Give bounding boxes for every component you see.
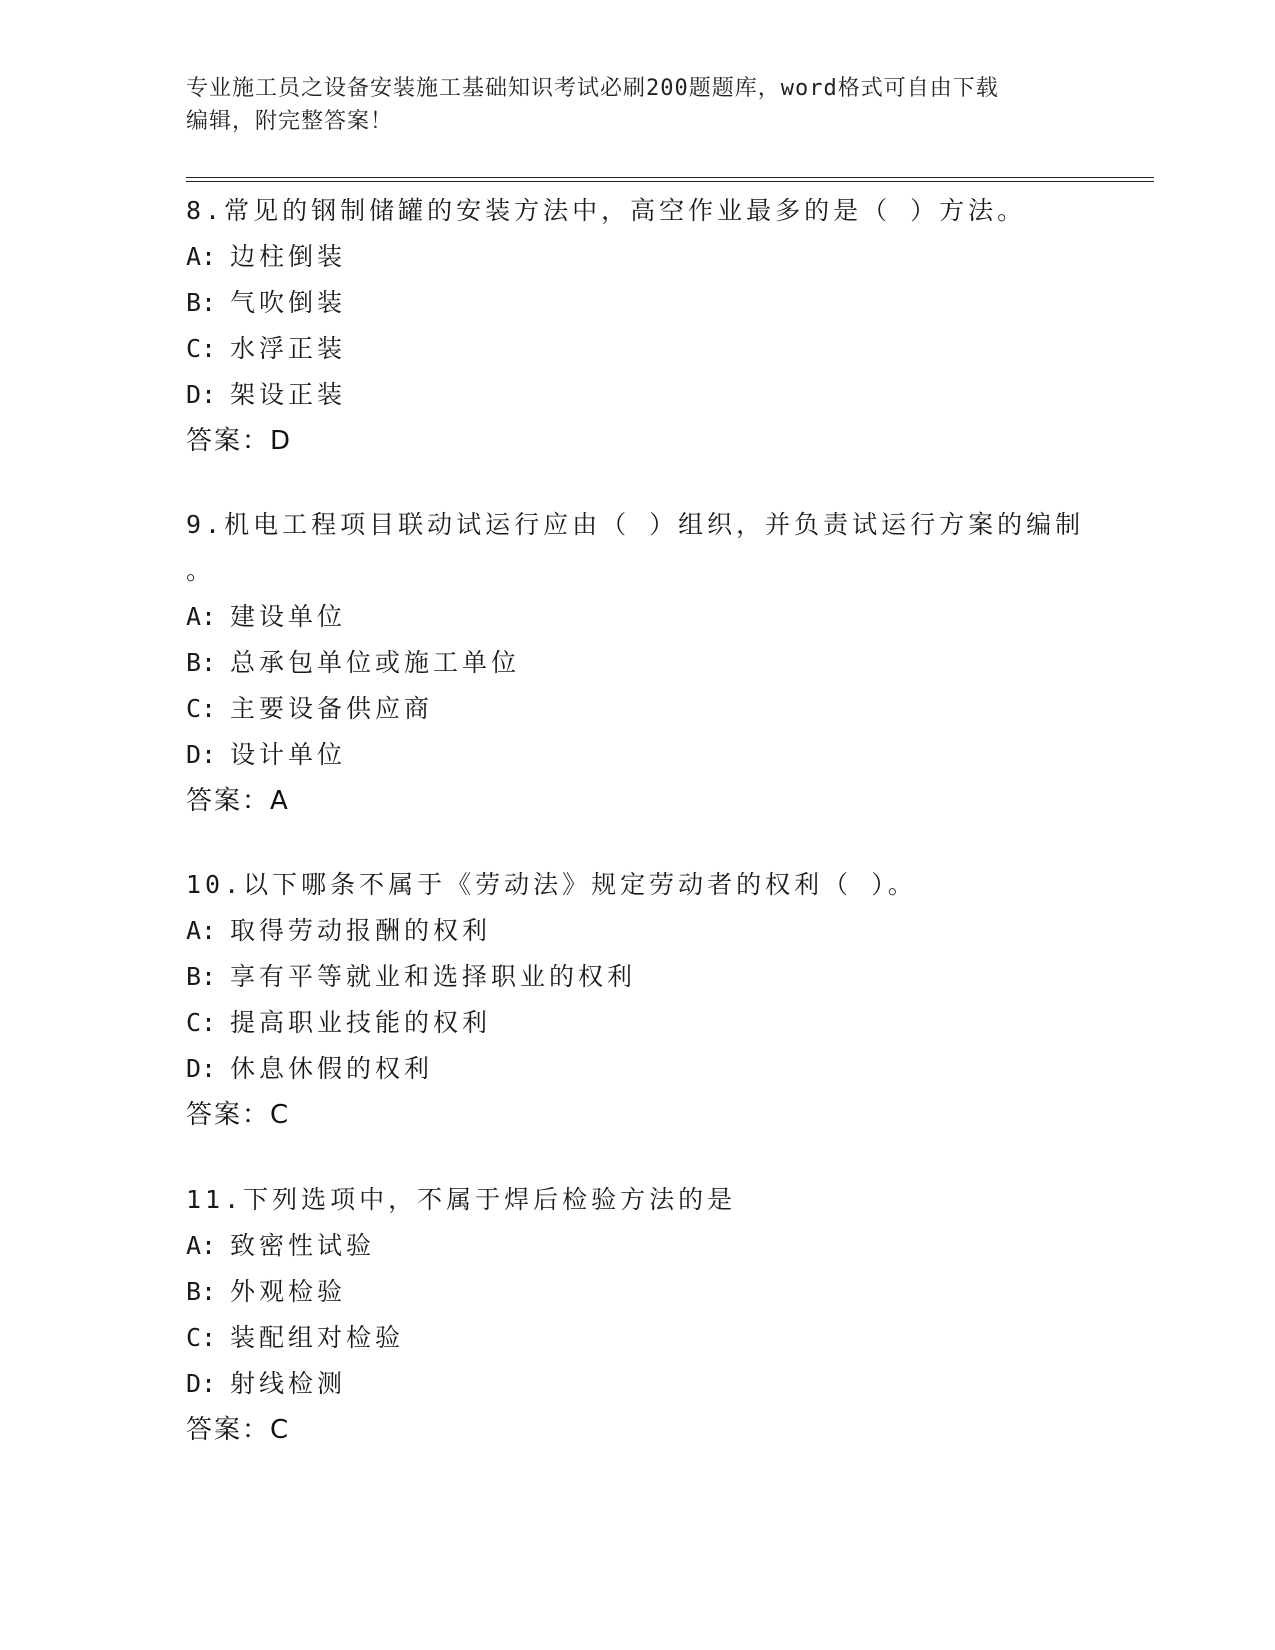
option-a	[186, 908, 1154, 954]
option-text: 总承包单位或施工单位	[230, 648, 521, 677]
question-10	[186, 862, 1154, 1138]
option-b	[186, 640, 1154, 686]
option-text: 休息休假的权利	[230, 1054, 434, 1083]
option-text: 装配组对检验	[230, 1323, 405, 1352]
option-a	[186, 1223, 1154, 1269]
option-key: A:	[186, 1231, 217, 1260]
option-text: 致密性试验	[230, 1231, 376, 1260]
option-text: 气吹倒装	[230, 288, 347, 317]
option-text: 设计单位	[230, 740, 347, 769]
option-text: 建设单位	[230, 602, 347, 631]
question-stem: 10.以下哪条不属于《劳动法》规定劳动者的权利（ ）。	[186, 870, 917, 899]
question-8	[186, 188, 1154, 464]
option-key: B:	[186, 962, 217, 991]
option-text: 主要设备供应商	[230, 694, 434, 723]
option-c	[186, 326, 1154, 372]
option-text: 水浮正装	[230, 334, 347, 363]
option-c	[186, 1000, 1154, 1046]
answer-line: 答案：A	[186, 786, 290, 816]
option-key: D:	[186, 380, 217, 409]
option-d	[186, 1046, 1154, 1092]
question-stem: 8.常见的钢制储罐的安装方法中，高空作业最多的是（ ）方法。	[186, 196, 1027, 225]
option-d	[186, 1361, 1154, 1407]
question-stem: 11.下列选项中，不属于焊后检验方法的是	[186, 1185, 737, 1214]
option-key: C:	[186, 334, 217, 363]
document-page	[186, 0, 1154, 1650]
option-text: 架设正装	[230, 380, 347, 409]
option-c	[186, 1315, 1154, 1361]
option-text: 外观检验	[230, 1277, 347, 1306]
option-key: A:	[186, 602, 217, 631]
answer-line: 答案：D	[186, 426, 293, 456]
option-key: B:	[186, 648, 217, 677]
option-key: D:	[186, 1369, 217, 1398]
header-title-line-1: 专业施工员之设备安装施工基础知识考试必刷200题题库，word格式可自由下载	[186, 76, 999, 101]
question-stem-continuation: 。	[186, 556, 216, 585]
question-9	[186, 502, 1154, 824]
header-double-rule	[186, 177, 1154, 182]
option-text: 边柱倒装	[230, 242, 347, 271]
option-b	[186, 1269, 1154, 1315]
option-key: C:	[186, 694, 217, 723]
question-stem: 9.机电工程项目联动试运行应由（ ）组织，并负责试运行方案的编制	[186, 510, 1085, 539]
option-text: 取得劳动报酬的权利	[230, 916, 492, 945]
option-text: 提高职业技能的权利	[230, 1008, 492, 1037]
option-d	[186, 732, 1154, 778]
answer-line: 答案：C	[186, 1415, 291, 1445]
option-key: B:	[186, 288, 217, 317]
option-key: D:	[186, 740, 217, 769]
answer-line: 答案：C	[186, 1100, 291, 1130]
option-key: A:	[186, 916, 217, 945]
option-text: 享有平等就业和选择职业的权利	[230, 962, 637, 991]
option-text: 射线检测	[230, 1369, 347, 1398]
option-key: C:	[186, 1323, 217, 1352]
option-key: B:	[186, 1277, 217, 1306]
option-a	[186, 594, 1154, 640]
option-b	[186, 280, 1154, 326]
option-key: A:	[186, 242, 217, 271]
document-header	[186, 72, 1086, 138]
option-c	[186, 686, 1154, 732]
option-key: C:	[186, 1008, 217, 1037]
option-a	[186, 234, 1154, 280]
option-key: D:	[186, 1054, 217, 1083]
option-d	[186, 372, 1154, 418]
header-title-line-2: 编辑，附完整答案！	[186, 109, 394, 134]
question-11	[186, 1177, 1154, 1453]
option-b	[186, 954, 1154, 1000]
